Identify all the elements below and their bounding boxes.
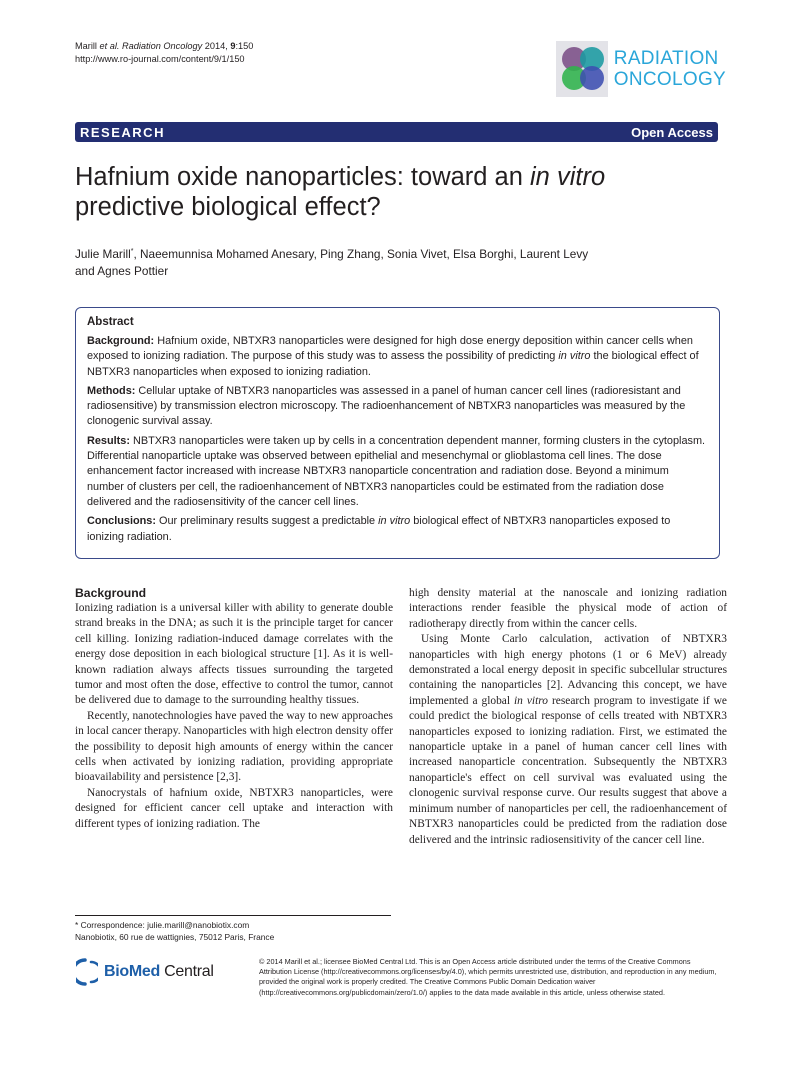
abstract-methods-text: Cellular uptake of NBTXR3 nanoparticles was assessed in a panel of human cancer cell lines (radioresistant and radiosensitive) by transmission electron microscopy. The radioenhancement of NBTXR3 nanoparticles was measured by the clonogenic survival assay. bbox=[87, 384, 686, 428]
correspondence-email[interactable]: * Correspondence: julie.marill@nanobiotix.com bbox=[75, 920, 250, 930]
open-access-label: Open Access bbox=[631, 124, 713, 140]
publisher-name-bold: BioMed bbox=[104, 963, 160, 980]
abstract-conclusions-text: Our preliminary results suggest a predictable bbox=[155, 515, 379, 528]
cite-volume: 9 bbox=[230, 41, 236, 51]
article-type-bar bbox=[75, 122, 718, 142]
journal-logo bbox=[556, 41, 726, 97]
abstract-methods-label: Methods: bbox=[87, 384, 136, 397]
body-text: research program to investigate if we could predict the biological response of cells treated with NBTXR3 nanoparticles exposed to ionizing radiation. First, we estimated the nanoparticle uptake in a panel of human cancer cell lines with increased nanoparticle concentration. Subsequently the NBTXR3 nanoparticle's effect on cell survival was evaluated using the clonogenic survival response curve. Our results suggest that above a minimum number of nanoparticles per cell, the radioenhancement of NBTXR3 nanoparticles could be predicted from the radiation dose delivered and the intrinsic radiosensitivity of the cancer cell line. bbox=[409, 694, 727, 846]
cite-author: Marill bbox=[75, 41, 97, 51]
article-title bbox=[75, 162, 725, 222]
cite-etal: et al. bbox=[99, 41, 120, 51]
body-column-right bbox=[409, 586, 727, 848]
abstract-results bbox=[87, 434, 708, 510]
article-type-label: RESEARCH bbox=[80, 124, 165, 140]
body-paragraph: Nanocrystals of hafnium oxide, NBTXR3 nanoparticles, were designed for efficient cancer cell uptake and interaction with different types of ionizing radiation. The bbox=[75, 786, 393, 830]
body-paragraph bbox=[409, 632, 727, 848]
biomed-central-arc-icon bbox=[76, 957, 98, 987]
title-part-2: predictive biological effect? bbox=[75, 193, 381, 221]
abstract-conclusions-label: Conclusions: bbox=[87, 515, 156, 528]
cite-year: 2014, bbox=[204, 41, 228, 51]
body-text: Using Monte Carlo calculation, activation of NBTXR3 nanoparticles with high energy photons (1 or 6 MeV) already demonstrated a local energy deposit in specific subcellular structures containing the nanoparticles [2]. Advancing this concept, we have implemented a global bbox=[409, 633, 727, 707]
title-part-1: Hafnium oxide nanoparticles: toward an bbox=[75, 163, 531, 191]
footnote bbox=[75, 919, 274, 943]
publisher-logo bbox=[76, 957, 214, 987]
abstract-methods bbox=[87, 384, 708, 430]
body-paragraph: Recently, nanotechnologies have paved the way to new approaches in local cancer therapy. Nanoparticles with high electron density offer the possibility to deposit high amounts of energy within the cancer cells when activated by ionizing radiation, providing appropriate bioavailability and persistence [2,3]. bbox=[75, 709, 393, 784]
author-corresponding[interactable]: Julie Marill bbox=[75, 246, 131, 261]
title-italic: in vitro bbox=[530, 163, 606, 191]
authors-line-2: and Agnes Pottier bbox=[75, 263, 169, 278]
logo-circle bbox=[580, 66, 604, 90]
abstract-background-text-2: the biological effect of NBTXR3 nanoparticles when exposed to ionizing radiation. bbox=[87, 350, 699, 378]
citation-line bbox=[75, 40, 253, 53]
body-paragraph: high density material at the nanoscale and ionizing radiation interactions render feasible the physical mode of action of radiotherapy directly from within the cancer cells. bbox=[409, 587, 727, 630]
abstract-background-text: Hafnium oxide, NBTXR3 nanoparticles were designed for high dose energy deposition within cancer cells when exposed to ionizing radiation. The purpose of this study was to assess the possibility of predicting bbox=[87, 335, 693, 363]
abstract-results-label: Results: bbox=[87, 434, 130, 447]
footnote-divider bbox=[75, 915, 391, 916]
publisher-name-regular: Central bbox=[159, 963, 214, 980]
logo-line-2: ONCOLOGY bbox=[613, 69, 726, 90]
abstract-conclusions-italic: in vitro bbox=[378, 515, 411, 528]
section-heading-background: Background bbox=[75, 586, 147, 600]
abstract-heading: Abstract bbox=[87, 316, 134, 328]
abstract-results-text: NBTXR3 nanoparticles were taken up by cells in a concentration dependent manner, forming clusters in the cytoplasm. Differential nanoparticle uptake was observed between epithelial and mesenchymal or glioblastoma cell lines. The dose enhancement factor increased with increase NBTXR3 nanoparticle concentration and radiation dose. Beyond a minimum number of clusters per cell, the radioenhancement of NBTXR3 nanoparticles could be estimated from the radiation dose delivered and the radiosensitivity of the cancer cell lines. bbox=[87, 434, 706, 508]
publisher-name bbox=[104, 963, 214, 981]
body-paragraph: Ionizing radiation is a universal killer with ability to generate double strand breaks in the DNA; as such it is the principle target for cancer cell killing. Ionizing radiation-induced damage correlates with the energy dose deposition in each biological structure [1]. As it is well-known radiation always affects tissues surrounding the targeted tumor and most often the dose, effective to control the tumor, cannot be delivered due to damage to the surrounding healthy tissues. bbox=[75, 602, 393, 707]
cite-article: :150 bbox=[235, 41, 254, 51]
abstract-background bbox=[87, 334, 708, 380]
authors-line-1: , Naeemunnisa Mohamed Anesary, Ping Zhang, Sonia Vivet, Elsa Borghi, Laurent Levy bbox=[133, 246, 589, 261]
body-italic: in vitro bbox=[514, 694, 548, 707]
abstract-background-italic: in vitro bbox=[558, 350, 591, 363]
abstract-conclusions bbox=[87, 514, 708, 545]
author-list bbox=[75, 243, 715, 280]
logo-line-1: RADIATION bbox=[613, 48, 719, 69]
correspondence-mark: * bbox=[130, 248, 134, 255]
article-url[interactable]: http://www.ro-journal.com/content/9/1/150 bbox=[75, 54, 245, 64]
affiliation: Nanobiotix, 60 rue de wattignies, 75012 Paris, France bbox=[75, 932, 275, 942]
journal-logo-text bbox=[614, 48, 726, 90]
citation-header bbox=[75, 40, 253, 66]
journal-logo-icon bbox=[556, 41, 608, 97]
abstract-box bbox=[75, 307, 720, 559]
license-text: © 2014 Marill et al.; licensee BioMed Central Ltd. This is an Open Access article distributed under the terms of the Creative Commons Attribution License (http://creativecommons.org/licenses/by/4.0), which permits unrestricted use, distribution, and reproduction in any medium, provided the original work is properly credited. The Creative Commons Public Domain Dedication waiver (http://creativecommons.org/publicdomain/zero/1.0/) applies to the data made available in this article, unless otherwise stated. bbox=[259, 957, 717, 997]
body-column-left bbox=[75, 586, 393, 832]
cite-journal: Radiation Oncology bbox=[122, 41, 203, 51]
abstract-background-label: Background: bbox=[87, 335, 155, 347]
abstract-conclusions-text-2: biological effect of NBTXR3 nanoparticles exposed to ionizing radiation. bbox=[87, 515, 671, 543]
